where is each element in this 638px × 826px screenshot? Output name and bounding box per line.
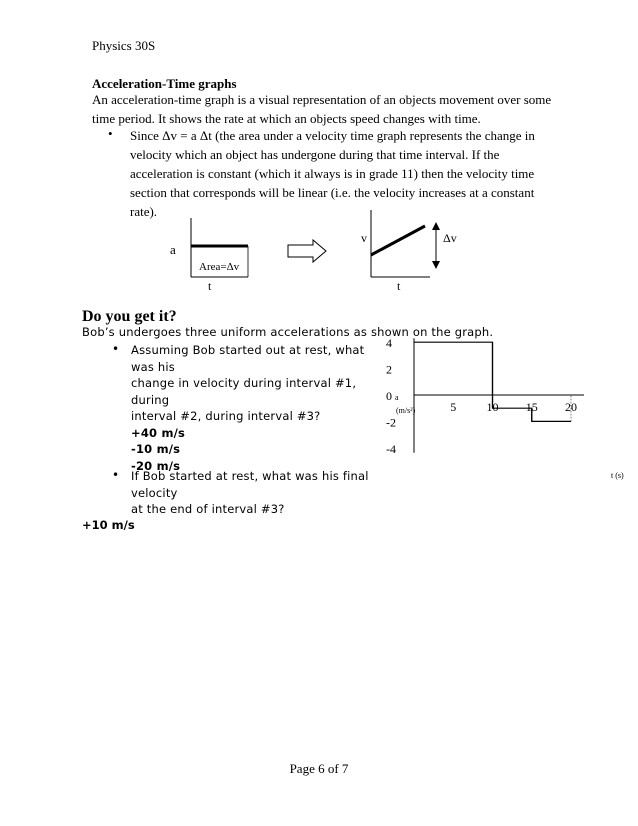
question-line: change in velocity during interval #1, during [131,376,357,407]
x-tick-label: 10 [486,400,499,414]
page-header: Physics 30S [92,38,156,53]
bullet-marker: • [108,126,113,141]
do-you-get-it-heading: Do you get it? [82,308,177,325]
y-tick-label: -4 [386,441,396,456]
x-tick-label: 15 [525,400,538,414]
y-axis-unit: (m/s²) [396,406,416,415]
y-tick-label: -2 [386,415,396,430]
x-tick-label: 20 [565,400,577,414]
bullet-line: rate). [130,204,158,219]
question-intro: Bob’s undergoes three uniform accelerations as shown on the graph. [82,325,494,339]
page-footer: Page 6 of 7 [289,761,349,776]
y-axis-label: a [395,393,399,402]
delta-v-label: Δv [443,231,457,245]
y-tick-label: 2 [386,362,392,377]
x-axis-label: t (s) [611,471,624,480]
t-label-right: t [397,279,401,293]
question-line: If Bob started at rest, what was his final velocity [131,469,369,500]
question-line: interval #2, during interval #3? [131,409,321,423]
bullet-marker: • [112,468,120,482]
x-tick-label: 5 [450,400,457,414]
bullet-line: acceleration is constant (which it always is in grade 11) then the velocity time [130,166,535,181]
answer-line: -20 m/s [131,458,181,473]
y-tick-label: 4 [386,336,392,351]
bullet-marker: • [112,342,120,356]
t-label-left: t [208,279,212,293]
intro-line: An acceleration-time graph is a visual representation of an objects movement over some [92,92,552,107]
v-axis-label: v [361,231,367,245]
bullet-line: velocity which an object has undergone during that time interval. If the [130,147,500,162]
answer-line: -10 m/s [131,442,181,456]
answer-2: +10 m/s [82,518,135,532]
a-axis-label: a [170,242,176,257]
bullet-line: Since Δv = a Δt (the area under a velocity time graph represents the change in [130,128,535,143]
area-label: Area=Δv [199,261,240,273]
answer-line: +40 m/s [131,425,186,440]
question-line: at the end of interval #3? [131,502,285,516]
bullet-line: section that corresponds will be linear (i.e. the velocity increases at a constant [130,185,535,200]
section-title: Acceleration-Time graphs [92,76,237,91]
y-tick-label: 0 [386,389,392,403]
intro-line: time period. It shows the rate at which an objects speed changes with time. [92,111,481,126]
question-line: Assuming Bob started out at rest, what was his [131,343,365,374]
